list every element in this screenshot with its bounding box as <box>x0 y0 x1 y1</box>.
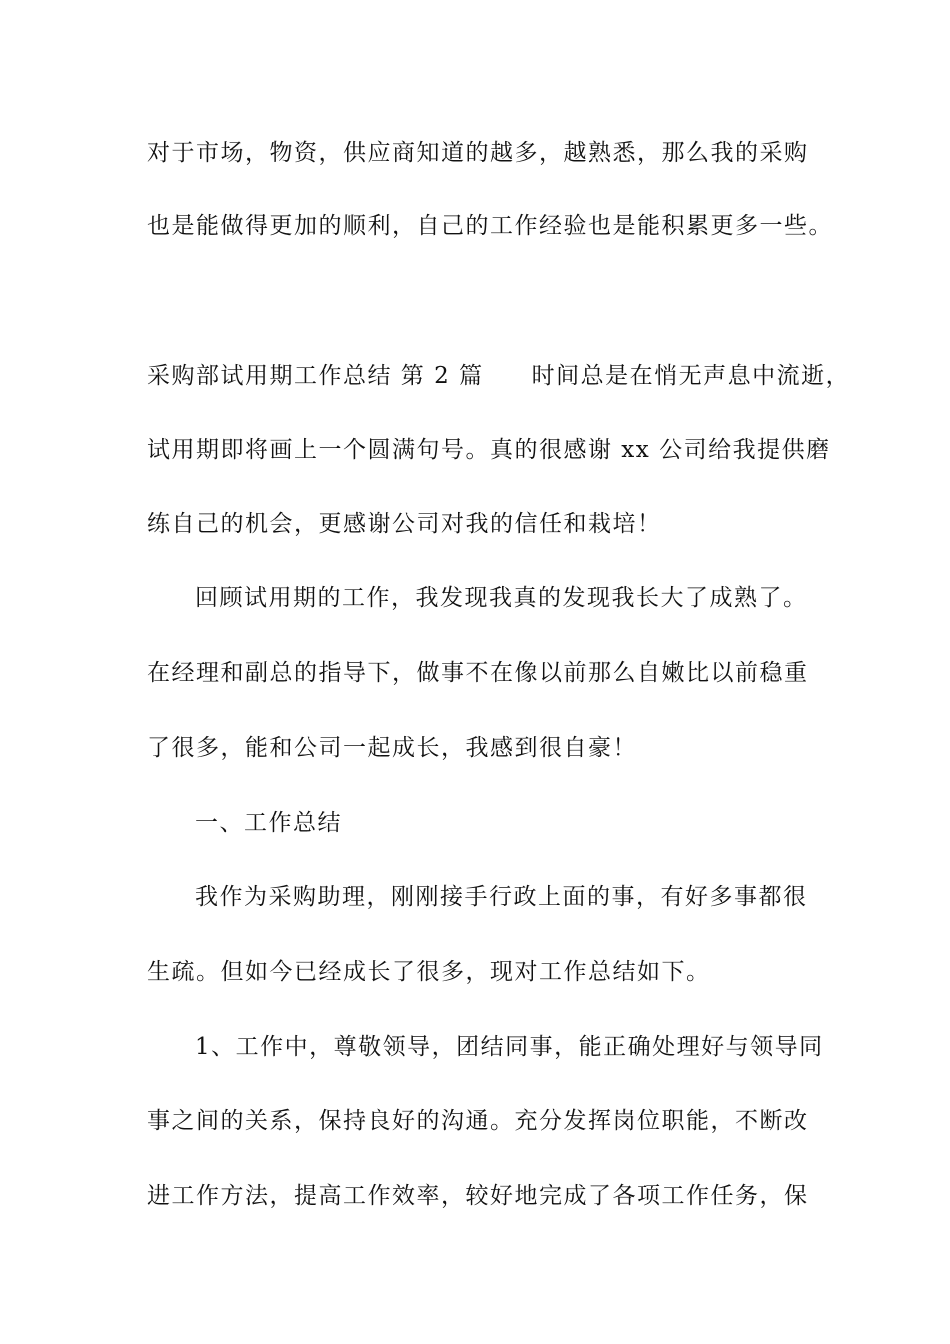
section-heading: 采购部试用期工作总结 第 2 篇 <box>147 363 484 389</box>
section-heading-line <box>147 361 850 391</box>
paragraph-line: 进工作方法，提高工作效率，较好地完成了各项工作任务，保 <box>147 1183 809 1209</box>
paragraph-line: 了很多，能和公司一起成长，我感到很自豪！ <box>147 735 637 761</box>
paragraph-line: 1、工作中，尊敬领导，团结同事，能正确处理好与领导同 <box>195 1034 824 1060</box>
paragraph-line: 在经理和副总的指导下，做事不在像以前那么自嫩比以前稳重 <box>147 660 809 686</box>
paragraph-line: 生疏。但如今已经成长了很多，现对工作总结如下。 <box>147 959 711 985</box>
paragraph-line: 也是能做得更加的顺利，自己的工作经验也是能积累更多一些。 <box>147 213 833 239</box>
paragraph-line: 我作为采购助理，刚刚接手行政上面的事，有好多事都很 <box>195 884 808 910</box>
paragraph-text: 时间总是在悄无声息中流逝， <box>531 363 851 389</box>
subsection-heading: 一、工作总结 <box>195 810 342 836</box>
paragraph-line: 对于市场，物资，供应商知道的越多，越熟悉，那么我的采购 <box>147 140 809 166</box>
paragraph-line: 试用期即将画上一个圆满句号。真的很感谢 xx 公司给我提供磨 <box>147 437 831 463</box>
paragraph-line: 事之间的关系，保持良好的沟通。充分发挥岗位职能，不断改 <box>147 1108 809 1134</box>
paragraph-line: 回顾试用期的工作，我发现我真的发现我长大了成熟了。 <box>195 585 808 611</box>
paragraph-line: 练自己的机会，更感谢公司对我的信任和栽培！ <box>147 511 662 537</box>
